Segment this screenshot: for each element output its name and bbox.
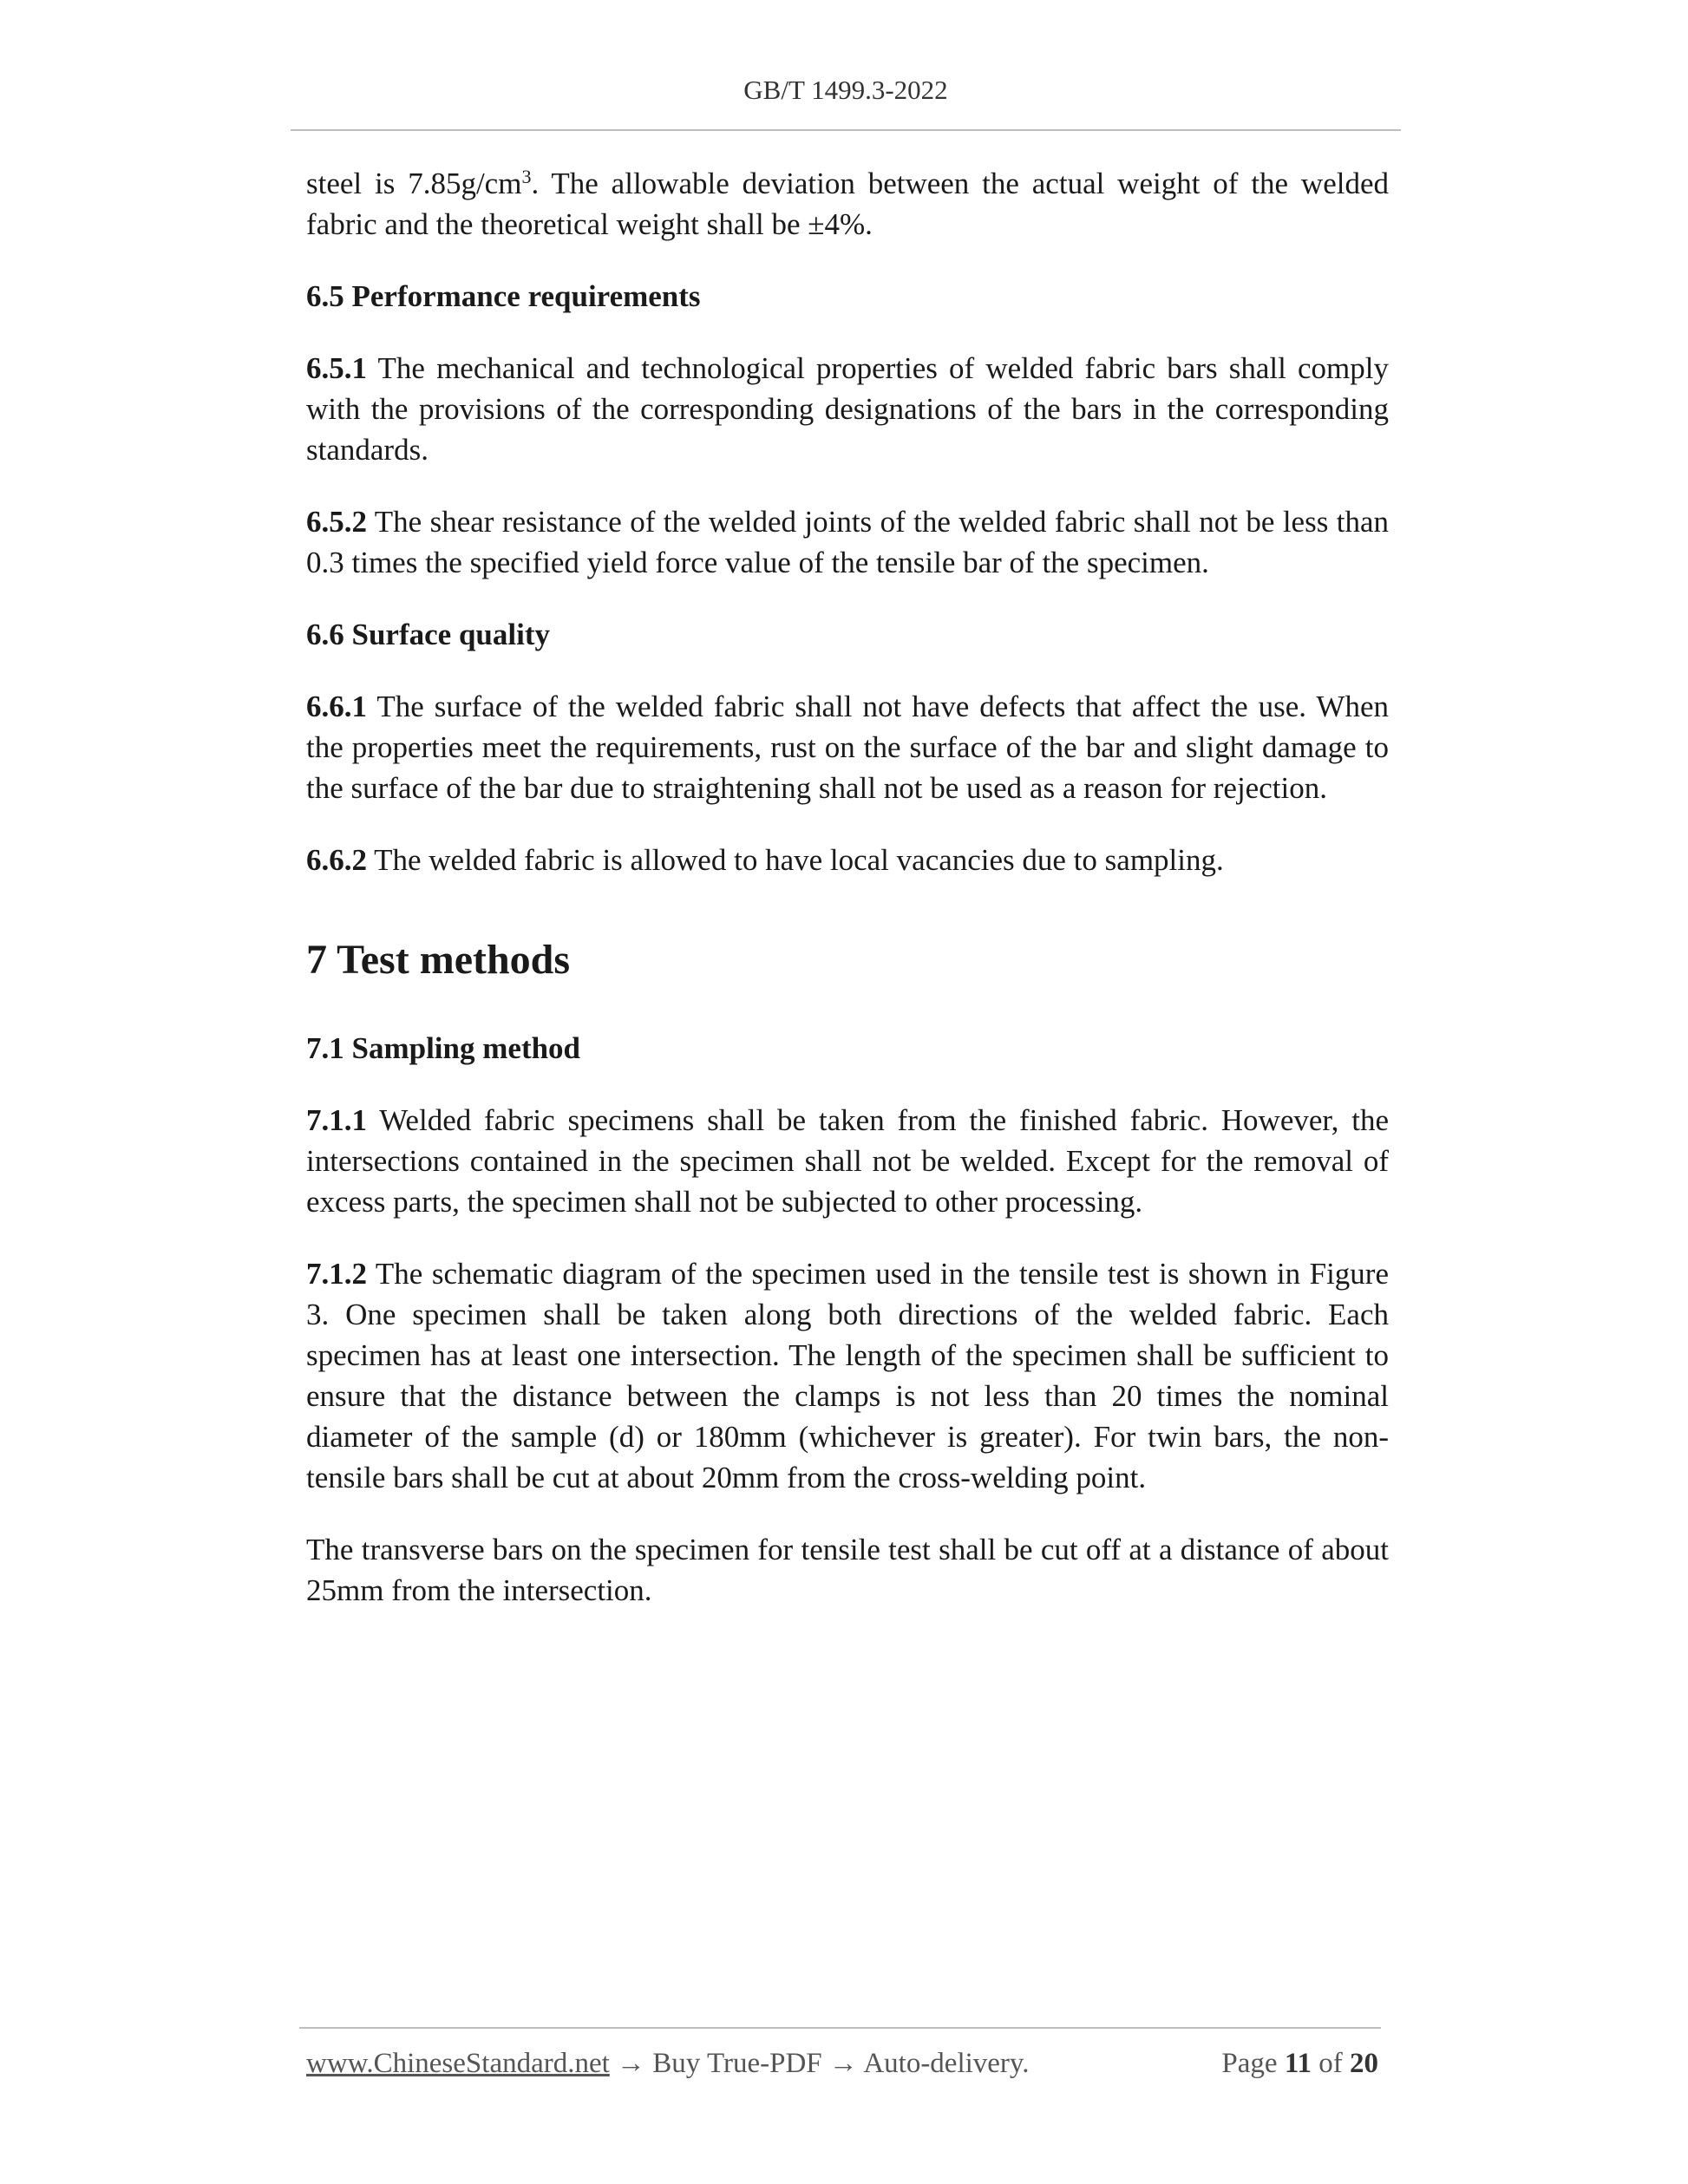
total-pages: 20 — [1350, 2048, 1378, 2079]
clause-text: The welded fabric is allowed to have local vacancies due to sampling. — [367, 843, 1224, 877]
clause-6-5-2 — [306, 501, 1389, 583]
clause-number: 6.6.1 — [306, 690, 367, 723]
section-heading-7-1: 7.1 Sampling method — [306, 1031, 581, 1065]
clause-number: 7.1.2 — [306, 1257, 367, 1291]
of-label: of — [1318, 2048, 1343, 2079]
clause-number: 7.1.1 — [306, 1103, 367, 1137]
clause-text: The schematic diagram of the specimen used in the tensile test is shown in Figure 3. One specimen shall be taken along both directions of the welded fabric. Each specimen has at least one intersection. The length of the specimen shall be sufficient to ensure that the distance between the clamps is not less than 20 times the nominal diameter of the sample (d) or 180mm (whichever is greater). For twin bars, the non-tensile bars shall be cut at about 20mm from the cross-welding point. — [306, 1257, 1389, 1494]
clause-text: The shear resistance of the welded joints of the welded fabric shall not be less than 0.3 times the specified yield force value of the tensile bar of the specimen. — [306, 505, 1389, 579]
page-indicator — [1221, 2048, 1378, 2080]
right-arrow-icon: → — [617, 2048, 646, 2079]
intro-paragraph — [306, 163, 1389, 245]
intro-text-pre: steel is 7.85g/cm — [306, 167, 522, 200]
clause-7-1-1 — [306, 1100, 1389, 1222]
superscript-3: 3 — [521, 166, 532, 187]
clause-6-5-1 — [306, 348, 1389, 470]
right-arrow-icon: → — [828, 2048, 858, 2079]
chapter-heading-7: 7 Test methods — [306, 937, 571, 983]
footer-promo — [306, 2048, 1030, 2080]
footer-divider — [299, 2027, 1381, 2029]
page-label: Page — [1221, 2048, 1278, 2079]
clause-number: 6.5.1 — [306, 351, 367, 385]
clause-number: 6.5.2 — [306, 505, 367, 539]
transverse-bars-paragraph: The transverse bars on the specimen for tensile test shall be cut off at a distance of about 25mm from the intersection. — [306, 1533, 1389, 1607]
document-id-header: GB/T 1499.3-2022 — [743, 75, 948, 105]
clause-text: The surface of the welded fabric shall not have defects that affect the use. When the properties meet the requirements, rust on the surface of the bar and slight damage to the surface of the bar due to straightening shall not be used as a reason for rejection. — [306, 690, 1389, 805]
current-page-number: 11 — [1284, 2048, 1312, 2079]
header-divider — [291, 129, 1401, 131]
clause-7-1-2 — [306, 1253, 1389, 1498]
section-heading-6-6: 6.6 Surface quality — [306, 618, 550, 651]
section-heading-6-5: 6.5 Performance requirements — [306, 279, 701, 313]
clause-text: Welded fabric specimens shall be taken from the finished fabric. However, the intersections contained in the specimen shall not be welded. Except for the removal of excess parts, the specimen shall not be subjected to other processing. — [306, 1103, 1389, 1219]
clause-number: 6.6.2 — [306, 843, 367, 877]
website-link[interactable]: www.ChineseStandard.net — [306, 2048, 610, 2079]
buy-pdf-text: Buy True-PDF — [652, 2048, 822, 2079]
clause-6-6-2 — [306, 840, 1389, 880]
intro-text-post: . The allowable deviation between the actual weight of the welded fabric and the theoretical weight shall be ±4%. — [306, 167, 1390, 241]
clause-text: The mechanical and technological properties of welded fabric bars shall comply with the provisions of the corresponding designations of the bars in the corresponding standards. — [306, 351, 1389, 467]
clause-6-6-1 — [306, 686, 1389, 808]
page-content — [306, 163, 1389, 1642]
auto-delivery-text: Auto-delivery. — [863, 2048, 1030, 2079]
